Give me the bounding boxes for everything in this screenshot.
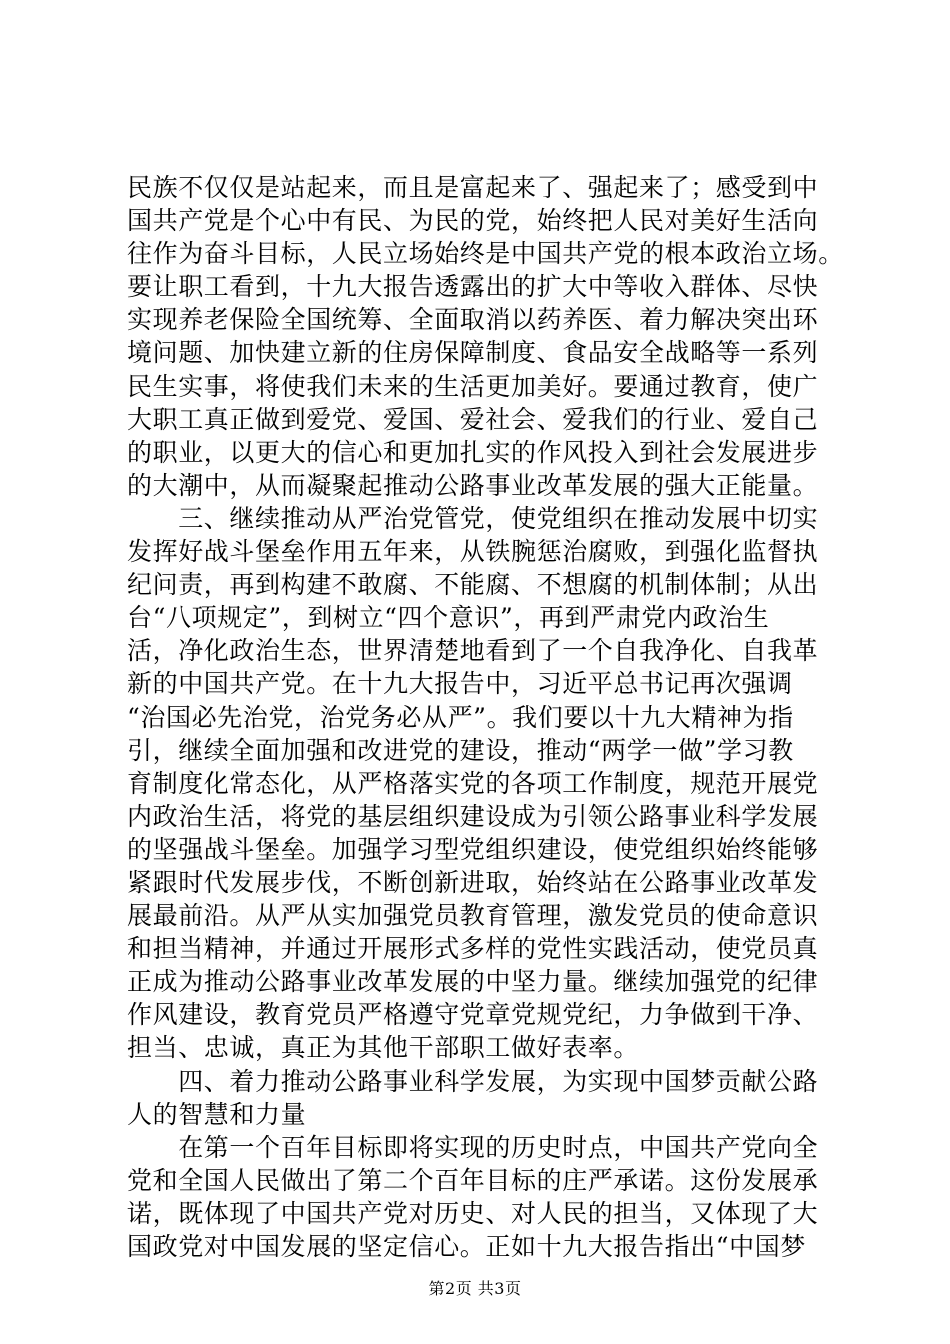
text-line: 国共产党是个心中有民、为民的党，始终把人民对美好生活向: [127, 206, 819, 236]
text-line: 发挥好战斗堡垒作用五年来，从铁腕惩治腐败，到强化监督执: [127, 537, 819, 567]
text-line: 大职工真正做到爱党、爱国、爱社会、爱我们的行业、爱自己: [127, 404, 819, 434]
text-line: 活，净化政治生态，世界清楚地看到了一个自我净化、自我革: [127, 636, 819, 666]
text-line: 往作为奋斗目标，人民立场始终是中国共产党的根本政治立场。: [127, 239, 844, 269]
text-line: 实现养老保险全国统筹、全面取消以药养医、着力解决突出环: [127, 305, 819, 335]
text-line: 党和全国人民做出了第二个百年目标的庄严承诺。这份发展承: [127, 1165, 819, 1195]
text-line: 要让职工看到，十九大报告透露出的扩大中等收入群体、尽快: [127, 272, 819, 302]
text-line: 民族不仅仅是站起来，而且是富起来了、强起来了；感受到中: [127, 173, 819, 202]
text-line: 紧跟时代发展步伐，不断创新进取，始终站在公路事业改革发: [127, 867, 819, 897]
text-line: 作风建设，教育党员严格遵守党章党规党纪，力争做到干净、: [127, 1000, 819, 1030]
text-line: 境问题、加快建立新的住房保障制度、食品安全战略等一系列: [127, 338, 819, 368]
text-line: 纪问责，再到构建不敢腐、不能腐、不想腐的机制体制；从出: [127, 570, 819, 600]
text-line: 新的中国共产党。在十九大报告中，习近平总书记再次强调: [127, 669, 793, 699]
body-text: [127, 171, 844, 1263]
text-line: “治国必先治党，治党务必从严”。我们要以十九大精神为指: [127, 702, 794, 732]
text-line: 引，继续全面加强和改进党的建设，推动“两学一做”学习教: [127, 735, 794, 765]
page-number-footer: 第2页 共3页: [428, 1279, 522, 1298]
section-heading-line: 四、着力推动公路事业科学发展，为实现中国梦贡献公路: [127, 1066, 819, 1096]
text-line: 台“八项规定”，到树立“四个意识”，再到严肃党内政治生: [127, 603, 770, 633]
text-line: 的大潮中，从而凝聚起推动公路事业改革发展的强大正能量。: [127, 470, 819, 500]
text-line: 人的智慧和力量: [127, 1099, 307, 1129]
text-line: 的职业，以更大的信心和更加扎实的作风投入到社会发展进步: [127, 437, 819, 467]
text-line: 担当、忠诚，真正为其他干部职工做好表率。: [127, 1033, 640, 1063]
section-heading-line: 三、继续推动从严治党管党，使党组织在推动发展中切实: [127, 503, 819, 533]
text-line: 的坚强战斗堡垒。加强学习型党组织建设，使党组织始终能够: [127, 834, 819, 864]
text-line: 展最前沿。从严从实加强党员教育管理，激发党员的使命意识: [127, 901, 819, 931]
text-line: 内政治生活，将党的基层组织建设成为引领公路事业科学发展: [127, 801, 819, 831]
text-line: 育制度化常态化，从严格落实党的各项工作制度，规范开展党: [127, 768, 819, 798]
text-line: 正成为推动公路事业改革发展的中坚力量。继续加强党的纪律: [127, 967, 819, 997]
text-line: 民生实事，将使我们未来的生活更加美好。要通过教育，使广: [127, 371, 819, 401]
text-line: 在第一个百年目标即将实现的历史时点，中国共产党向全: [127, 1132, 819, 1162]
text-line: 国政党对中国发展的坚定信心。正如十九大报告指出“中国梦: [127, 1232, 806, 1261]
text-line: 诺，既体现了中国共产党对历史、对人民的担当，又体现了大: [127, 1198, 819, 1228]
text-line: 和担当精神，并通过开展形式多样的党性实践活动，使党员真: [127, 934, 819, 964]
